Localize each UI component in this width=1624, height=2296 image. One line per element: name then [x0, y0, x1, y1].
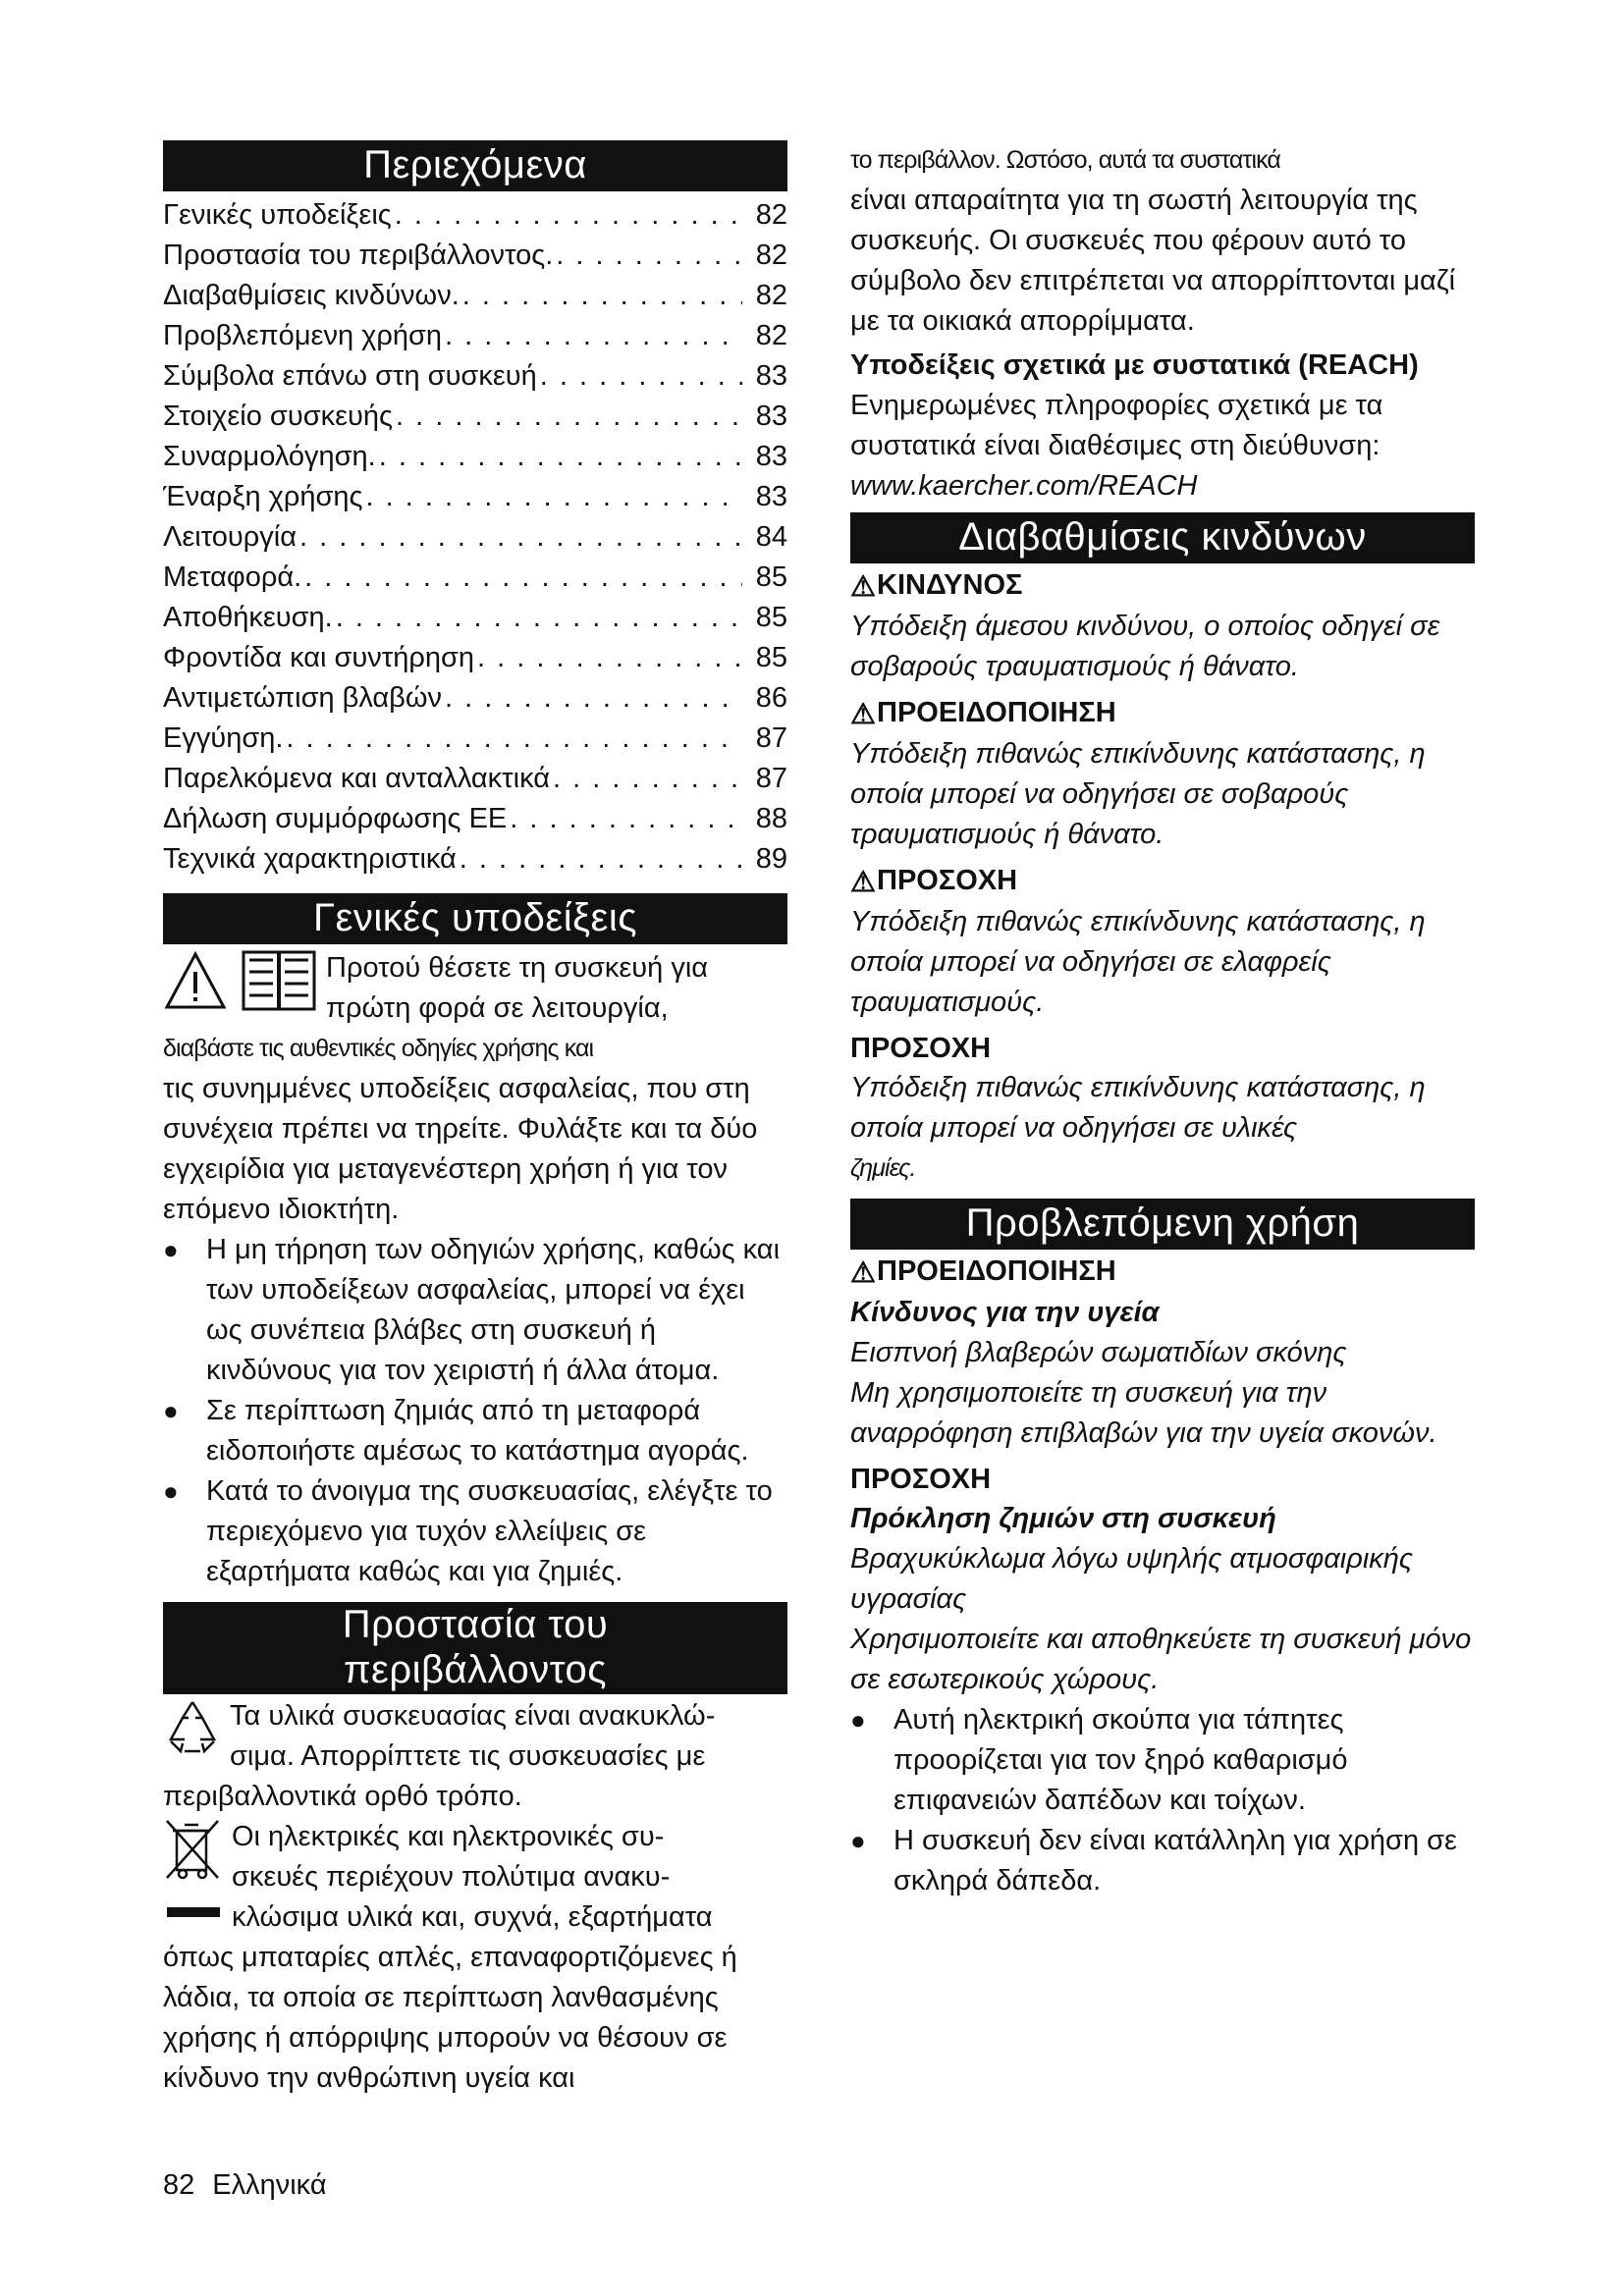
- health-title: Κίνδυνος για την υγεία: [850, 1297, 1160, 1328]
- language-label: Ελληνικά: [212, 2169, 327, 2201]
- hazard-label-notice: ΠΡΟΣΟΧΗ: [850, 1033, 992, 1064]
- damage-title: Πρόκληση ζημιών στη συσκευή: [850, 1503, 1276, 1534]
- weee-note: Οι ηλεκτρικές και ηλεκτρονικές συ- σκευές περιέχουν πολύτιμα ανακυ- κλώσιμα υλικά και, συχνά, εξαρτήματα: [163, 1817, 787, 1938]
- reach-text: Ενημερωμένες πληροφορίες σχετικά με τα συστατικά είναι διαθέσιμες στη διεύθυνση:: [850, 390, 1383, 461]
- intro-text-rest: τις συνημμένες υποδείξεις ασφαλείας, που στη συνέχεια πρέπει να τηρείτε. Φυλάξτε και τα δύο εγχειρίδια για μεταγενέστερη χρήση ή για τον επόμενο ιδιοκτήτη.: [163, 1073, 758, 1225]
- intro-text: διαβάστε τις αυθεντικές οδηγίες χρήσης και: [163, 1035, 594, 1062]
- left-column: [163, 140, 787, 2099]
- toc-item[interactable]: Σύμβολα επάνω στη συσκευή . . . 83: [163, 356, 787, 397]
- toc-item[interactable]: Τεχνικά χαρακτηριστικά . . . 89: [163, 839, 787, 880]
- environment-heading: Προστασία του περιβάλλοντος: [163, 1602, 787, 1694]
- recycle-text-rest: περιβαλλοντικά ορθό τρόπο.: [163, 1781, 522, 1812]
- hazard-text: Υπόδειξη άμεσου κινδύνου, ο οποίος οδηγεί σε σοβαρούς τραυματισμούς ή θάνατο.: [850, 611, 1440, 682]
- recycle-icon: [163, 1696, 222, 1760]
- general-heading: Γενικές υποδείξεις: [163, 893, 787, 944]
- weee-text-narrow: το περιβάλλον. Ωστόσο, αυτά τα συστατικά: [850, 146, 1280, 174]
- hazard-label-danger: ⚠ΚΙΝΔΥΝΟΣ: [850, 565, 1475, 607]
- toc-heading: Περιεχόμενα: [163, 140, 787, 191]
- health-text: Εισπνοή βλαβερών σωματιδίων σκόνης: [850, 1337, 1347, 1368]
- weee-text-rest: όπως μπαταρίες απλές, επαναφορτιζόμενες ή λάδια, τα οποία σε περίπτωση λανθασμένης χρήσης ή απόρριψης μπορούν να θέσουν σε κίνδυνο την ανθρώπινη υγεία και: [163, 1942, 737, 2094]
- crossed-bin-icon: [163, 1817, 224, 1936]
- read-manual-note: Προτού θέσετε τη συσκευή για πρώτη φορά σε λειτουργία,: [163, 948, 787, 1029]
- hazard-text: Υπόδειξη πιθανώς επικίνδυνης κατάστασης, η οποία μπορεί να οδηγήσει σε ελαφρείς τραυματισμούς.: [850, 906, 1426, 1018]
- list-item: ● Η συσκευή δεν είναι κατάλληλη για χρήση σε σκληρά δάπεδα.: [850, 1821, 1475, 1901]
- toc-item[interactable]: Αποθήκευση. . . . 85: [163, 598, 787, 638]
- toc-item[interactable]: Μεταφορά. . . . 85: [163, 558, 787, 598]
- recycle-note: Τα υλικά συσκευασίας είναι ανακυκλώ- σιμα. Απορρίπτετε τις συσκευασίες με: [163, 1696, 787, 1777]
- toc-item[interactable]: Λειτουργία . . . 84: [163, 517, 787, 558]
- bullet-icon: ●: [850, 1826, 866, 1855]
- health-text: Μη χρησιμοποιείτε τη συσκευή για την αναρρόφηση επιβλαβών για την υγεία σκονών.: [850, 1377, 1437, 1449]
- toc-item[interactable]: Γενικές υποδείξεις . . . 82: [163, 195, 787, 236]
- bullet-icon: ●: [163, 1396, 179, 1425]
- toc-item[interactable]: Αντιμετώπιση βλαβών . . . 86: [163, 678, 787, 719]
- toc-item[interactable]: Στοιχείο συσκευής . . . 83: [163, 397, 787, 437]
- hazard-label-warning: ⚠ΠΡΟΕΙΔΟΠΟΙΗΣΗ: [850, 693, 1475, 734]
- hazards-heading: Διαβαθμίσεις κινδύνων: [850, 512, 1475, 563]
- toc-item[interactable]: Φροντίδα και συντήρηση . . . 85: [163, 638, 787, 678]
- list-item: ● Η μη τήρηση των οδηγιών χρήσης, καθώς και των υποδείξεων ασφαλείας, μπορεί να έχει ως συνέπεια βλάβες στη συσκευή ή κινδύνους για τον χειριστή ή άλλα άτομα.: [163, 1230, 787, 1391]
- hazard-text: Υπόδειξη πιθανώς επικίνδυνης κατάστασης, η οποία μπορεί να οδηγήσει σε σοβαρούς τραυματισμούς ή θάνατο.: [850, 738, 1426, 850]
- toc-item[interactable]: Προστασία του περιβάλλοντος. . . . 82: [163, 236, 787, 276]
- toc-item[interactable]: Συναρμολόγηση. . . . 83: [163, 437, 787, 477]
- page-footer: [163, 2165, 327, 2205]
- damage-text: Χρησιμοποιείτε και αποθηκεύετε τη συσκευή μόνο σε εσωτερικούς χώρους.: [850, 1624, 1472, 1695]
- damage-text: Βραχυκύκλωμα λόγω υψηλής ατμοσφαιρικής υγρασίας: [850, 1543, 1413, 1615]
- toc-item[interactable]: Διαβαθμίσεις κινδύνων. . . . 82: [163, 276, 787, 316]
- right-column: [850, 140, 1475, 1901]
- table-of-contents: [163, 195, 787, 880]
- toc-item[interactable]: Εγγύηση. . . . 87: [163, 719, 787, 759]
- list-item: ● Κατά το άνοιγμα της συσκευασίας, ελέγξτε το περιεχόμενο για τυχόν ελλείψεις σε εξαρτήματα καθώς και για ζημιές.: [163, 1471, 787, 1592]
- page-number: 82: [163, 2169, 195, 2201]
- hazard-text-end: ζημίες.: [850, 1154, 916, 1182]
- manual-book-icon: [240, 948, 318, 1018]
- list-item: ● Αυτή ηλεκτρική σκούπα για τάπητες προορίζεται για τον ξηρό καθαρισμό επιφανειών δαπέδων και τοίχων.: [850, 1700, 1475, 1821]
- toc-item[interactable]: Έναρξη χρήσης . . . 83: [163, 477, 787, 517]
- intended-use-warning-label: ⚠ΠΡΟΕΙΔΟΠΟΙΗΣΗ: [850, 1252, 1475, 1293]
- reach-heading: Υποδείξεις σχετικά με συστατικά (REACH): [850, 349, 1419, 381]
- toc-item[interactable]: Παρελκόμενα και ανταλλακτικά . . . 87: [163, 759, 787, 799]
- bullet-icon: ●: [850, 1705, 866, 1735]
- list-item: ● Σε περίπτωση ζημιάς από τη μεταφορά ειδοποιήστε αμέσως το κατάστημα αγοράς.: [163, 1391, 787, 1471]
- reach-url[interactable]: www.kaercher.com/REACH: [850, 470, 1198, 502]
- toc-item[interactable]: Δήλωση συμμόρφωσης ΕΕ . . . 88: [163, 799, 787, 839]
- hazard-label-caution: ⚠ΠΡΟΣΟΧΗ: [850, 861, 1475, 902]
- warning-triangle-icon: ⚠: [850, 571, 876, 603]
- bullet-icon: ●: [163, 1235, 179, 1264]
- intended-use-heading: Προβλεπόμενη χρήση: [850, 1199, 1475, 1250]
- warning-triangle-icon: ⚠: [850, 867, 876, 898]
- weee-text-end: είναι απαραίτητα για τη σωστή λειτουργία της συσκευής. Οι συσκευές που φέρουν αυτό το σύμβολο δεν επιτρέπεται να απορρίπτονται μαζί με τα οικιακά απορρίμματα.: [850, 185, 1456, 337]
- warning-triangle-icon: ⚠: [850, 699, 876, 730]
- warning-triangle-icon: [163, 948, 228, 1018]
- warning-triangle-icon: ⚠: [850, 1257, 876, 1289]
- intended-use-caution-label: ΠΡΟΣΟΧΗ: [850, 1464, 992, 1495]
- hazard-text: Υπόδειξη πιθανώς επικίνδυνης κατάστασης, η οποία μπορεί να οδηγήσει σε υλικές: [850, 1072, 1426, 1144]
- bullet-icon: ●: [163, 1476, 179, 1506]
- toc-item[interactable]: Προβλεπόμενη χρήση . . . 82: [163, 316, 787, 356]
